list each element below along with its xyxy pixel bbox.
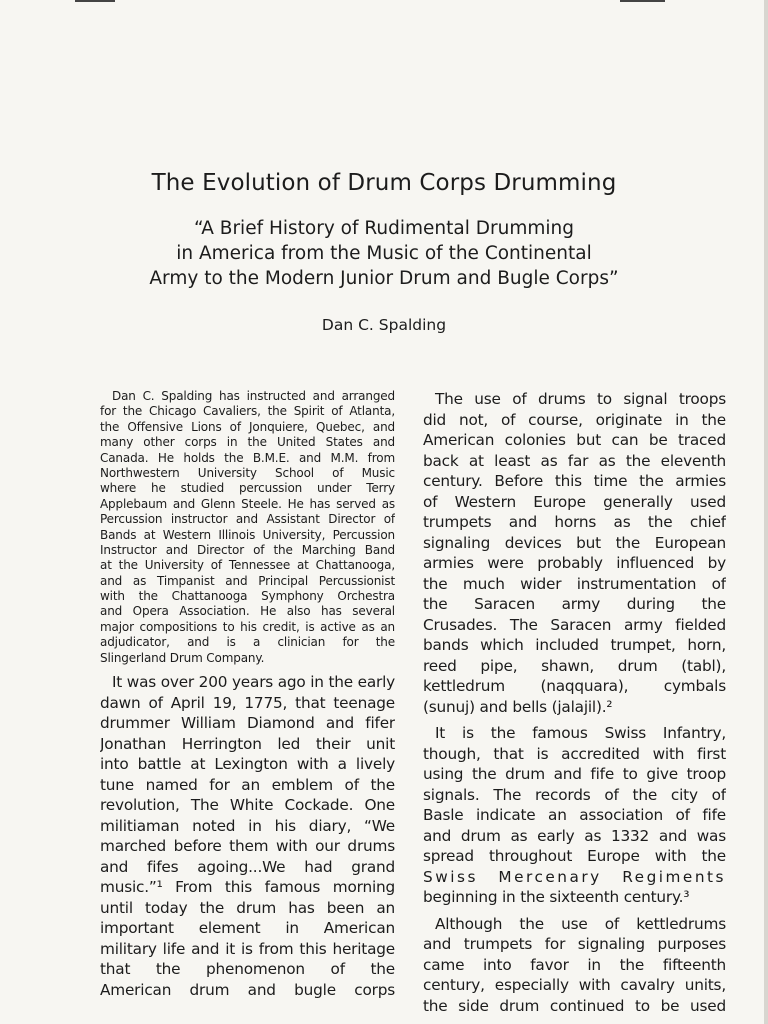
body-line: Jonathan Herrington led their unit: [100, 734, 395, 753]
subtitle-line: Army to the Modern Junior Drum and Bugle Corps”: [149, 268, 619, 289]
body-line: the much wider instrumentation of: [423, 574, 726, 593]
article-author: Dan C. Spalding: [321, 316, 447, 334]
body-line: dawn of April 19, 1775, that teenage: [100, 693, 395, 712]
body-line: reed pipe, shawn, drum (tabl),: [423, 656, 726, 675]
body-paragraph: [423, 914, 726, 1017]
body-line: and fifes agoing...We had grand: [100, 857, 395, 876]
body-line: trumpets and horns as the chief: [423, 513, 726, 531]
body-line: American drum and bugle corps: [100, 980, 395, 999]
scan-mark: [620, 0, 665, 2]
bio-line: at the University of Tennessee at Chattanooga,: [100, 558, 395, 573]
bio-line: adjudicator, and is a clinician for the: [100, 635, 395, 650]
bio-line: Instructor and Director of the Marching Band: [100, 542, 395, 557]
body-line: until today the drum has been an: [100, 898, 395, 917]
body-line: that the phenomenon of the: [100, 960, 395, 979]
bio-line: Dan C. Spalding has instructed and arranged: [112, 389, 395, 403]
body-line: the Saracen army during the: [423, 595, 726, 613]
body-line: and trumpets for signaling purposes: [423, 935, 726, 953]
bio-line: Canada. He holds the B.M.E. and M.M. from: [100, 450, 395, 465]
bio-line: and as Timpanist and Principal Percussionist: [100, 573, 395, 588]
body-line: did not, of course, originate in the: [423, 410, 726, 429]
body-line: American colonies but can be traced: [423, 431, 726, 449]
body-line: military life and it is from this heritage: [100, 939, 395, 958]
bio-line: Percussion instructor and Assistant Director of: [100, 512, 395, 527]
body-line: The use of drums to signal troops: [435, 390, 726, 408]
bio-line: for the Chicago Cavaliers, the Spirit of Atlanta,: [100, 404, 395, 419]
body-line: using the drum and fife to give troop: [423, 765, 726, 783]
body-line: important element in American: [100, 919, 395, 938]
body-line: back at least as far as the eleventh: [423, 451, 726, 470]
body-line: though, that is accredited with first: [423, 744, 726, 763]
bio-line: many other corps in the United States and: [100, 435, 395, 450]
bio-line: Northwestern University School of Music: [100, 465, 395, 480]
body-line: century, especially with cavalry units,: [423, 976, 726, 994]
body-paragraph: [100, 672, 395, 1000]
body-line: armies were probably influenced by: [423, 554, 726, 572]
subtitle-line: “A Brief History of Rudimental Drumming: [194, 218, 574, 239]
body-line: bands which included trumpet, horn,: [423, 636, 726, 654]
body-line: revolution, The White Cockade. One: [100, 796, 395, 815]
body-line: Although the use of kettledrums: [435, 914, 726, 933]
scan-mark: [75, 0, 115, 2]
bio-line: with the Chattanooga Symphony Orchestra: [100, 589, 395, 604]
body-line: the side drum continued to be used: [423, 996, 726, 1015]
body-line: It was over 200 years ago in the early: [112, 673, 395, 692]
body-line: century. Before this time the armies: [423, 472, 726, 490]
bio-line: major compositions to his credit, is active as an: [100, 619, 395, 634]
body-line: Crusades. The Saracen army fielded: [423, 615, 726, 634]
body-line: Basle indicate an association of fife: [423, 806, 726, 824]
body-line: signals. The records of the city of: [423, 785, 726, 804]
body-line: tune named for an emblem of the: [100, 775, 395, 794]
bio-line: the Offensive Lions of Jonquiere, Quebec, and: [100, 419, 395, 434]
right-column: [423, 389, 726, 1016]
body-line: spread throughout Europe with the: [423, 847, 726, 865]
body-paragraph: [423, 389, 726, 717]
body-line: militiaman noted in his diary, “We: [100, 816, 395, 835]
article-title: The Evolution of Drum Corps Drumming: [151, 170, 617, 196]
subtitle-line: in America from the Music of the Continental: [176, 243, 592, 264]
body-line: Swiss Mercenary Regiments: [423, 867, 726, 886]
page-edge: [764, 0, 768, 1024]
body-line: kettledrum (naqquara), cymbals: [423, 677, 726, 695]
article-subtitle: [0, 216, 768, 291]
body-line: of Western Europe generally used: [423, 492, 726, 511]
body-line: and drum as early as 1332 and was: [423, 826, 726, 845]
bio-line: Slingerland Drum Company.: [100, 650, 265, 665]
bio-line: and Opera Association. He also has several: [100, 604, 395, 619]
scan-top-marks: [0, 0, 768, 6]
author-bio: [100, 389, 395, 666]
bio-line: Bands at Western Illinois University, Percussion: [100, 527, 395, 542]
body-line: marched before them with our drums: [100, 837, 395, 856]
body-line: It is the famous Swiss Infantry,: [435, 724, 726, 742]
body-line: signaling devices but the European: [423, 533, 726, 552]
bio-line: where he studied percussion under Terry: [100, 481, 395, 496]
left-column: [100, 389, 395, 1000]
body-line: drummer William Diamond and fifer: [100, 714, 395, 733]
body-line: came into favor in the fifteenth: [423, 955, 726, 974]
body-line: (sunuj) and bells (jalajil).²: [423, 697, 613, 716]
body-line: into battle at Lexington with a lively: [100, 755, 395, 774]
body-line: music.”¹ From this famous morning: [100, 878, 395, 897]
bio-line: Applebaum and Glenn Steele. He has served as: [100, 496, 395, 511]
body-line: beginning in the sixteenth century.³: [423, 888, 690, 906]
body-paragraph: [423, 723, 726, 908]
